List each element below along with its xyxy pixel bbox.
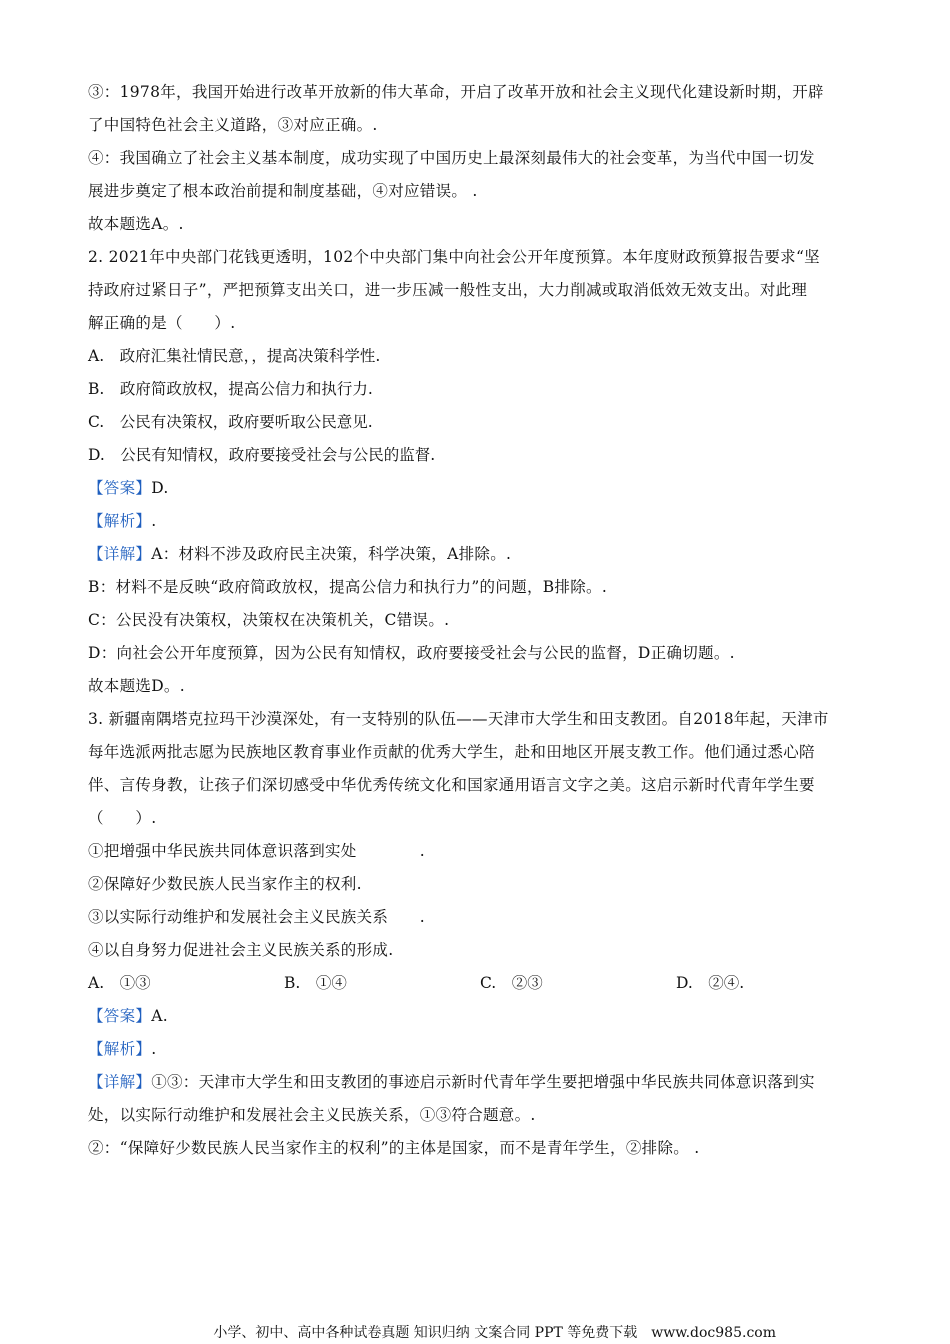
answer-line bbox=[88, 1000, 864, 1033]
option-c: C. ②③ bbox=[480, 974, 543, 992]
answer-value: A. bbox=[151, 1007, 168, 1025]
detail-tag: 【详解】 bbox=[88, 1073, 152, 1091]
analysis-tag: 【解析】 bbox=[88, 512, 152, 530]
detail-line: 故本题选D。. bbox=[88, 677, 185, 695]
detail-text: ①③：天津市大学生和田支教团的事迹启示新时代青年学生要把增强中华民族共同体意识落到实 bbox=[151, 1073, 815, 1091]
text-line: 了中国特色社会主义道路，③对应正确。. bbox=[88, 116, 378, 134]
answer-tag: 【答案】 bbox=[88, 1007, 152, 1025]
detail-line bbox=[88, 538, 864, 571]
question-3-stem: 伴、言传身教，让孩子们深切感受中华优秀传统文化和国家通用语言文字之美。这启示新时代青年学生要 bbox=[88, 776, 815, 794]
detail-line bbox=[88, 1066, 864, 1099]
option-d: D. 公民有知情权，政府要接受社会与公民的监督. bbox=[88, 446, 436, 464]
detail-line: D：向社会公开年度预算，因为公民有知情权，政府要接受社会与公民的监督，D正确切题。. bbox=[88, 644, 735, 662]
text-line: ④：我国确立了社会主义基本制度，成功实现了中国历史上最深刻最伟大的社会变革，为当代中国一切发 bbox=[88, 149, 815, 167]
question-2-stem: 解正确的是（ ）. bbox=[88, 314, 236, 332]
option-a: A. 政府汇集社情民意，，提高决策科学性. bbox=[88, 347, 381, 365]
answer-line bbox=[88, 472, 864, 505]
analysis-value: . bbox=[151, 512, 157, 530]
answer-value: D. bbox=[151, 479, 169, 497]
question-2-stem: 持政府过紧日子”，严把预算支出关口，进一步压减一般性支出，大力削减或取消低效无效支出。对此理 bbox=[88, 281, 808, 299]
text-line: ③：1978年，我国开始进行改革开放新的伟大革命，开启了改革开放和社会主义现代化建设新时期，开辟 bbox=[88, 83, 824, 101]
analysis-line bbox=[88, 505, 864, 538]
option-c: C. 公民有决策权，政府要听取公民意见. bbox=[88, 413, 373, 431]
document-body bbox=[88, 76, 864, 1165]
statement-3: ③以实际行动维护和发展社会主义民族关系 . bbox=[88, 908, 426, 926]
statement-1: ①把增强中华民族共同体意识落到实处 . bbox=[88, 842, 426, 860]
question-2-stem: 2. 2021年中央部门花钱更透明，102个中央部门集中向社会公开年度预算。本年度财政预算报告要求“坚 bbox=[88, 248, 820, 266]
text-line: 展进步奠定了根本政治前提和制度基础，④对应错误。 . bbox=[88, 182, 478, 200]
option-d: D. ②④. bbox=[676, 974, 745, 992]
question-3-stem: （ ）. bbox=[88, 809, 157, 827]
analysis-line bbox=[88, 1033, 864, 1066]
detail-tag: 【详解】 bbox=[88, 545, 152, 563]
option-a: A. ①③ bbox=[88, 974, 151, 992]
option-b: B. ①④ bbox=[284, 974, 347, 992]
option-b: B. 政府简政放权，提高公信力和执行力. bbox=[88, 380, 373, 398]
question-3-stem: 每年选派两批志愿为民族地区教育事业作贡献的优秀大学生，赴和田地区开展支教工作。他们通过悉心陪 bbox=[88, 743, 815, 761]
detail-line: C：公民没有决策权，决策权在决策机关，C错误。. bbox=[88, 611, 450, 629]
answer-tag: 【答案】 bbox=[88, 479, 152, 497]
detail-line: 处，以实际行动维护和发展社会主义民族关系，①③符合题意。. bbox=[88, 1106, 536, 1124]
options-row bbox=[88, 967, 864, 1000]
detail-text: A：材料不涉及政府民主决策，科学决策，A排除。. bbox=[151, 545, 512, 563]
detail-line: B：材料不是反映“政府简政放权，提高公信力和执行力”的问题，B排除。. bbox=[88, 578, 608, 596]
question-3-stem: 3. 新疆南隅塔克拉玛干沙漠深处，有一支特别的队伍——天津市大学生和田支教团。自2018年起，天津市 bbox=[88, 710, 829, 728]
statement-4: ④以自身努力促进社会主义民族关系的形成. bbox=[88, 941, 394, 959]
analysis-value: . bbox=[151, 1040, 157, 1058]
page-footer: 小学、初中、高中各种试卷真题 知识归纳 文案合同 PPT 等免费下载 www.doc985.com bbox=[213, 1325, 776, 1341]
statement-2: ②保障好少数民族人民当家作主的权利. bbox=[88, 875, 362, 893]
text-line: 故本题选A。. bbox=[88, 215, 184, 233]
analysis-tag: 【解析】 bbox=[88, 1040, 152, 1058]
detail-line: ②：“保障好少数民族人民当家作主的权利”的主体是国家，而不是青年学生，②排除。 . bbox=[88, 1139, 700, 1157]
